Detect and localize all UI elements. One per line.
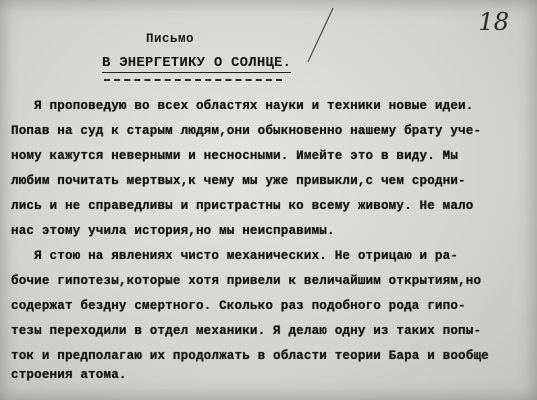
text-line: ному кажутся неверными и несносными. Имейте это в виду. Мы — [11, 149, 459, 163]
text-line: любим почитать мертвых,к чему мы уже привыкли,с чем сродни- — [11, 174, 466, 188]
text-line: нас этому учила история,но мы неисправимы. — [11, 224, 335, 238]
text-line: Я проповедую во всех областях науки и техники новые идеи. — [11, 99, 474, 113]
text-line: ток и предполагаю их продолжать в области теории Бара и вообще — [11, 349, 489, 363]
text-line: Я стою на явлениях чисто механических. Не отрицаю и ра- — [11, 249, 459, 263]
text-line: строения атома. — [11, 368, 127, 382]
text-line: Попав на суд к старым людям,они обыкновенно нашему брату уче- — [11, 124, 482, 138]
text-line: бочие гипотезы,которые хотя привели к величайшим открытиям,но — [11, 274, 482, 288]
heading-dashed-rule — [104, 79, 282, 81]
page-number: 18 — [478, 8, 509, 36]
text-line: тезы переходили в отдел механики. Я делаю одну из таких попы- — [11, 324, 482, 338]
text-line: содержат бездну смертного. Сколько раз подобного рода гипо- — [11, 299, 466, 313]
heading-label: Письмо — [146, 32, 195, 46]
heading-title: В ЭНЕРГЕТИКУ О СОЛНЦЕ. — [102, 55, 292, 71]
text-line: лись и не справедливы и пристрастны ко всему живому. Не мало — [11, 199, 474, 213]
